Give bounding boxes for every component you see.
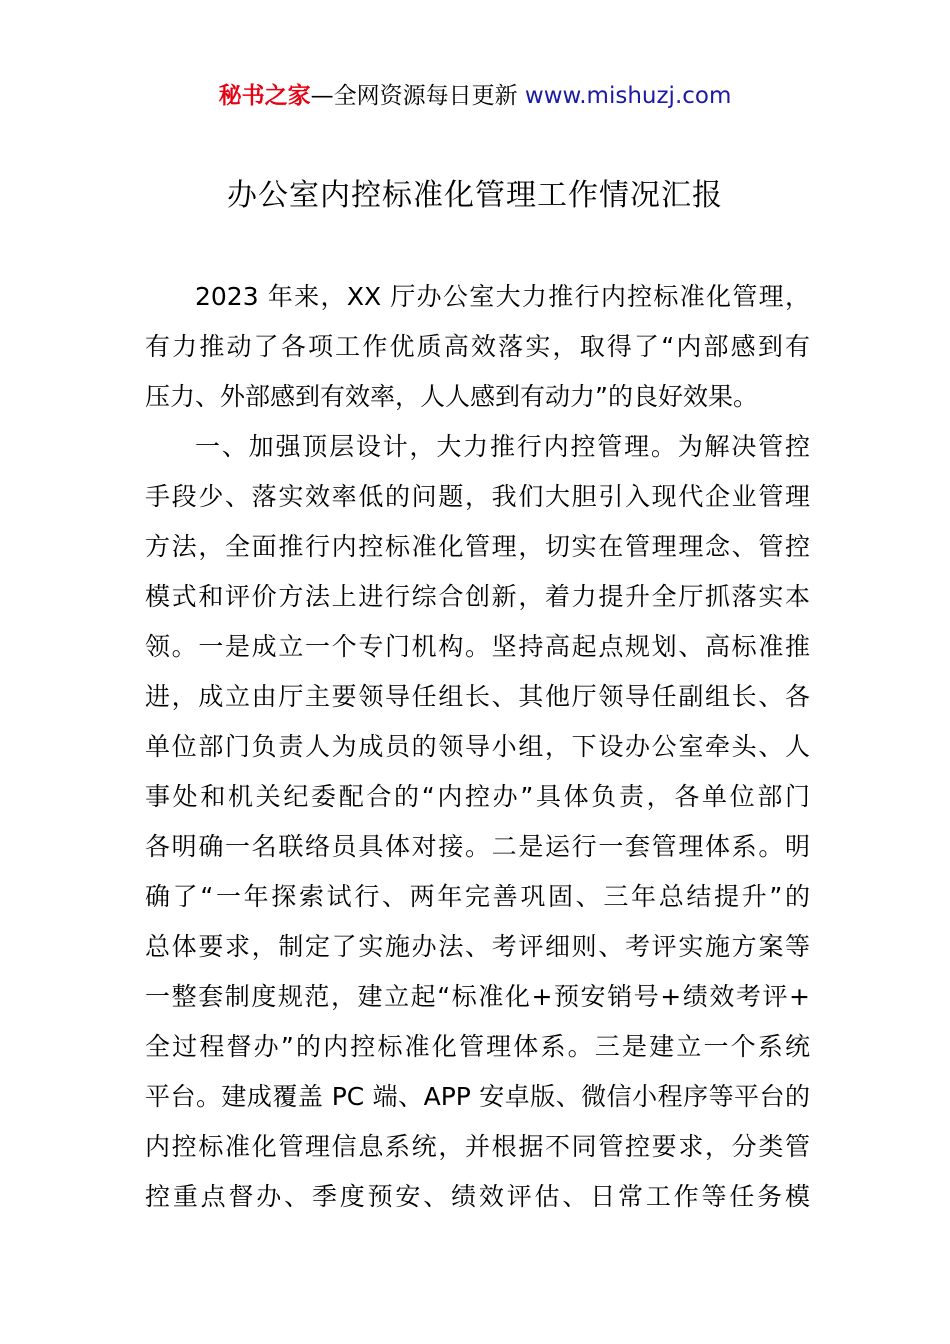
paragraph-line: 一、加强顶层设计，大力推行内控管理。为解决管控 <box>195 432 810 461</box>
paragraph-line: 内控标准化管理信息系统，并根据不同管控要求，分类管 <box>145 1132 810 1161</box>
paragraph-line: 方法，全面推行内控标准化管理，切实在管理理念、管控 <box>145 532 810 561</box>
paragraph-line: 压力、外部感到有效率，人人感到有动力”的良好效果。 <box>145 382 758 411</box>
site-url-link[interactable]: www.mishuzj.com <box>524 83 732 109</box>
paragraph-line: 单位部门负责人为成员的领导小组，下设办公室牵头、人 <box>145 732 810 761</box>
site-header <box>0 80 950 112</box>
paragraph-line: 有力推动了各项工作优质高效落实，取得了“内部感到有 <box>145 332 810 361</box>
paragraph-line: 全过程督办”的内控标准化管理体系。三是建立一个系统 <box>145 1032 810 1061</box>
paragraph-line: 事处和机关纪委配合的“内控办”具体负责，各单位部门 <box>145 782 810 811</box>
paragraph-line: 确了“一年探索试行、两年完善巩固、三年总结提升”的 <box>145 882 810 911</box>
paragraph-line: 平台。建成覆盖 PC 端、APP 安卓版、微信小程序等平台的 <box>145 1082 810 1111</box>
paragraph-line: 各明确一名联络员具体对接。二是运行一套管理体系。明 <box>145 832 810 861</box>
document-body <box>145 272 810 1222</box>
paragraph-line: 2023 年来，XX 厅办公室大力推行内控标准化管理， <box>195 282 810 311</box>
paragraph-line: 模式和评价方法上进行综合创新，着力提升全厅抓落实本 <box>145 582 810 611</box>
site-tagline: —全网资源每日更新 <box>310 83 525 109</box>
paragraph-line: 进，成立由厅主要领导任组长、其他厅领导任副组长、各 <box>145 682 810 711</box>
paragraph-line: 控重点督办、季度预安、绩效评估、日常工作等任务模 <box>145 1182 810 1211</box>
paragraph-line: 总体要求，制定了实施办法、考评细则、考评实施方案等 <box>145 932 810 961</box>
site-brand: 秘书之家 <box>218 83 311 109</box>
paragraph-line: 领。一是成立一个专门机构。坚持高起点规划、高标准推 <box>145 632 810 661</box>
paragraph-line: 手段少、落实效率低的问题，我们大胆引入现代企业管理 <box>145 482 810 511</box>
paragraph-line: 一整套制度规范，建立起“标准化+预安销号+绩效考评+ <box>145 982 810 1011</box>
document-title: 办公室内控标准化管理工作情况汇报 <box>227 178 723 213</box>
